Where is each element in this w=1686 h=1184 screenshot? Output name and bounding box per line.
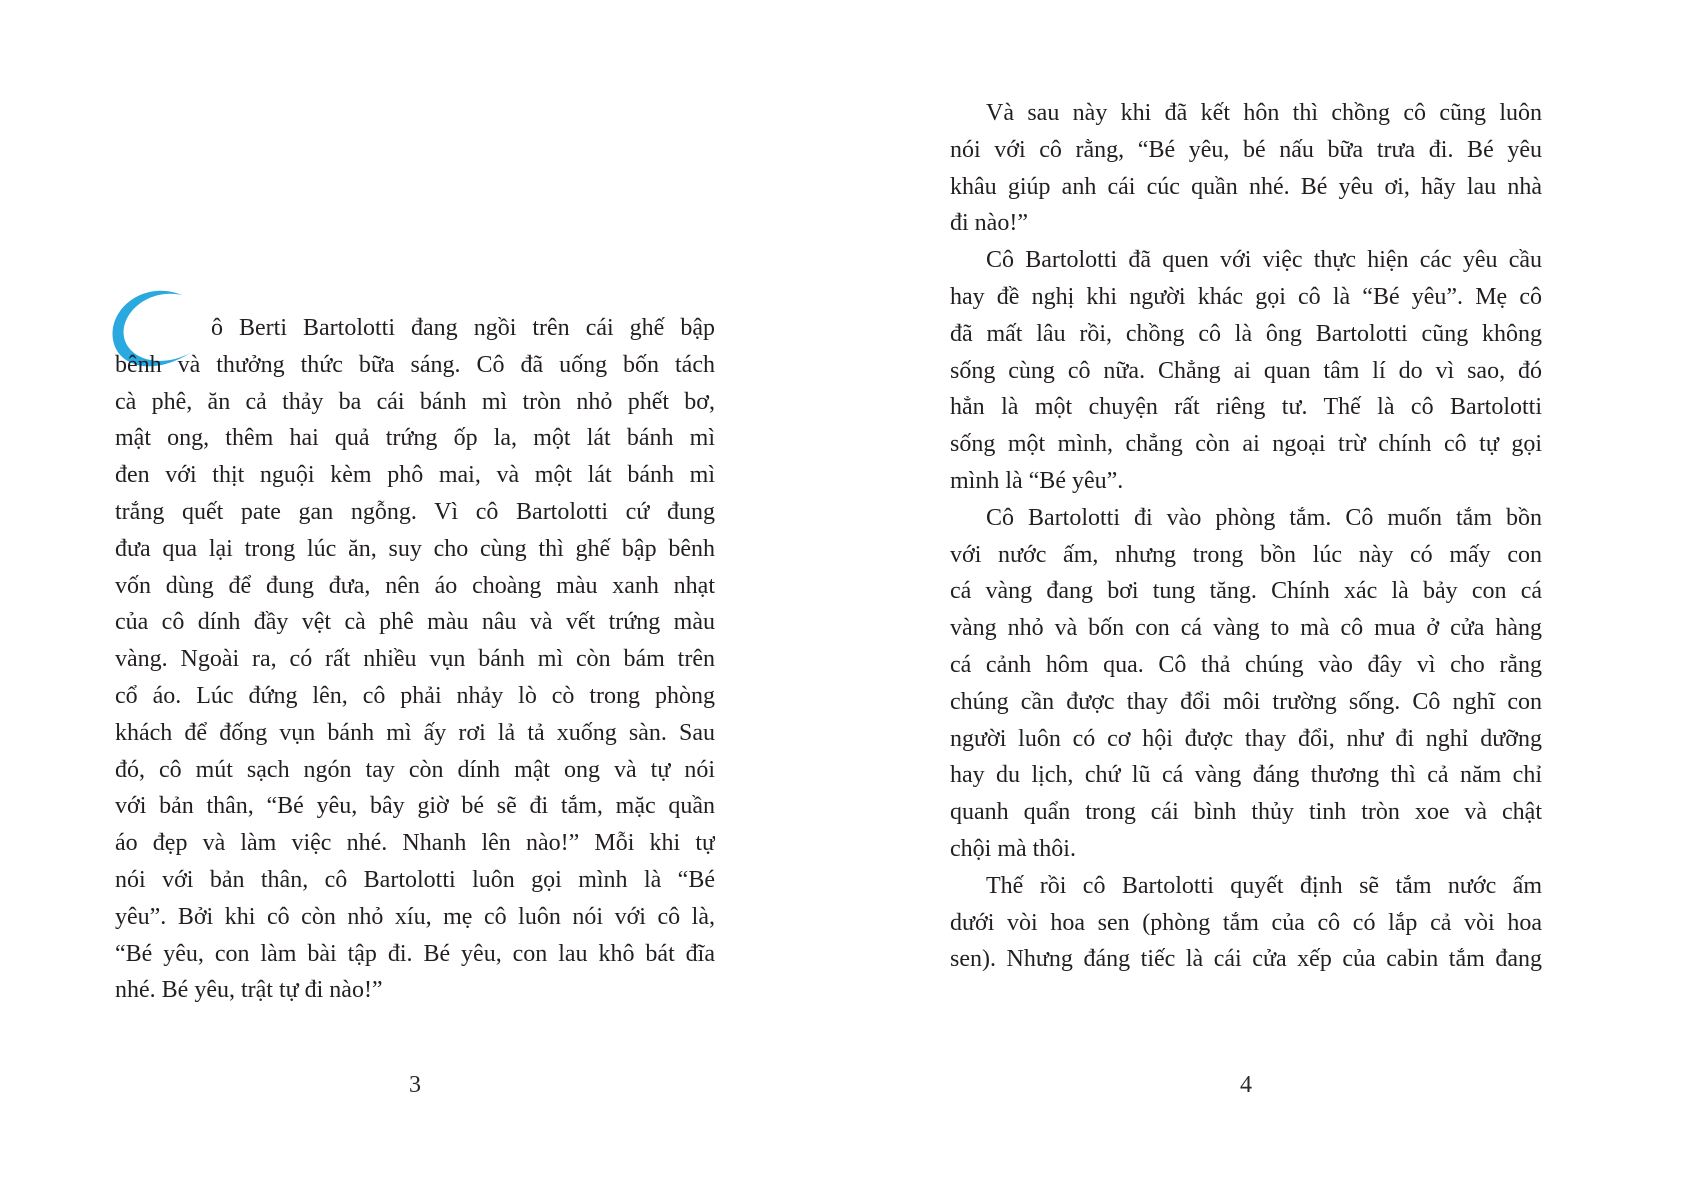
text-line: khâu giúp anh cái cúc quần nhé. Bé yêu ơi, hãy lau nhà xyxy=(950,173,1542,200)
text-line: vốn dùng để đung đưa, nên áo choàng màu xanh nhạt xyxy=(115,572,715,599)
text-line: đưa qua lại trong lúc ăn, suy cho cùng thì ghế bập bênh xyxy=(115,535,715,562)
text-line: trắng quết pate gan ngỗng. Vì cô Bartolotti cứ đung xyxy=(115,498,715,525)
text-line: với nước ấm, nhưng trong bồn lúc này có mấy con xyxy=(950,541,1542,568)
text-line: nói với cô rằng, “Bé yêu, bé nấu bữa trưa đi. Bé yêu xyxy=(950,136,1542,163)
text-line: người luôn có cơ hội được thay đổi, như đi nghỉ dưỡng xyxy=(950,725,1542,752)
left-page-text xyxy=(115,310,715,1009)
text-line: sống một mình, chẳng còn ai ngoại trừ chính cô tự gọi xyxy=(950,431,1542,458)
text-line: bênh và thưởng thức bữa sáng. Cô đã uống bốn tách xyxy=(115,351,715,378)
left-page-number: 3 xyxy=(409,1072,421,1098)
text-line: “Bé yêu, con làm bài tập đi. Bé yêu, con lau khô bát đĩa xyxy=(115,940,715,967)
text-line: sống cùng cô nữa. Chẳng ai quan tâm lí do vì sao, đó xyxy=(950,357,1542,384)
text-line: Cô Bartolotti đã quen với việc thực hiện các yêu cầu xyxy=(986,247,1542,274)
text-line: vàng. Ngoài ra, có rất nhiều vụn bánh mì còn bám trên xyxy=(115,646,715,673)
text-line: nói với bản thân, cô Bartolotti luôn gọi mình là “Bé xyxy=(115,866,715,893)
text-line: đi nào!” xyxy=(950,210,1028,237)
text-line: đen với thịt nguội kèm phô mai, và một lát bánh mì xyxy=(115,462,715,489)
text-line: mình là “Bé yêu”. xyxy=(950,467,1124,494)
right-page-text xyxy=(950,95,1542,978)
text-line: hẳn là một chuyện rất riêng tư. Thế là cô Bartolotti xyxy=(950,394,1542,421)
text-line: áo đẹp và làm việc nhé. Nhanh lên nào!” Mỗi khi tự xyxy=(115,830,715,857)
text-line: của cô dính đầy vệt cà phê màu nâu và vết trứng màu xyxy=(115,609,715,636)
text-line: nhé. Bé yêu, trật tự đi nào!” xyxy=(115,977,383,1004)
text-line: đó, cô mút sạch ngón tay còn dính mật ong và tự nói xyxy=(115,756,715,783)
text-line: cà phê, ăn cả thảy ba cái bánh mì tròn nhỏ phết bơ, xyxy=(115,388,715,415)
text-line: dưới vòi hoa sen (phòng tắm của cô có lắp cả vòi hoa xyxy=(950,909,1542,936)
text-line: với bản thân, “Bé yêu, bây giờ bé sẽ đi tắm, mặc quần xyxy=(115,793,715,820)
text-line: chúng cần được thay đổi môi trường sống. Cô nghĩ con xyxy=(950,688,1542,715)
right-page-number: 4 xyxy=(1240,1072,1252,1098)
text-line: yêu”. Bởi khi cô còn nhỏ xíu, mẹ cô luôn nói với cô là, xyxy=(115,903,715,930)
text-line: Thế rồi cô Bartolotti quyết định sẽ tắm nước ấm xyxy=(986,872,1542,899)
text-line: Cô Bartolotti đi vào phòng tắm. Cô muốn tắm bồn xyxy=(986,504,1542,531)
text-line: quanh quẩn trong cái bình thủy tinh tròn xoe và chật xyxy=(950,799,1542,826)
text-line: sen). Nhưng đáng tiếc là cái cửa xếp của cabin tắm đang xyxy=(950,946,1542,973)
text-line: ô Berti Bartolotti đang ngồi trên cái ghế bập xyxy=(211,315,715,341)
text-line: hay du lịch, chứ lũ cá vàng đáng thương thì cả năm chỉ xyxy=(950,762,1542,789)
text-line: cá cảnh hôm qua. Cô thả chúng vào đây vì cho rằng xyxy=(950,651,1542,678)
text-line: vàng nhỏ và bốn con cá vàng to mà cô mua ở cửa hàng xyxy=(950,615,1542,642)
text-line: đã mất lâu rồi, chồng cô là ông Bartolotti cũng không xyxy=(950,320,1542,347)
text-line: mật ong, thêm hai quả trứng ốp la, một lát bánh mì xyxy=(115,425,715,452)
text-line: hay đề nghị khi người khác gọi cô là “Bé yêu”. Mẹ cô xyxy=(950,283,1542,310)
text-line: cá vàng đang bơi tung tăng. Chính xác là bảy con cá xyxy=(950,578,1542,605)
text-line: Và sau này khi đã kết hôn thì chồng cô cũng luôn xyxy=(986,100,1542,126)
text-line: cổ áo. Lúc đứng lên, cô phải nhảy lò cò trong phòng xyxy=(115,682,715,709)
text-line: khách để đống vụn bánh mì ấy rơi lả tả xuống sàn. Sau xyxy=(115,719,715,746)
text-line: chội mà thôi. xyxy=(950,835,1076,862)
